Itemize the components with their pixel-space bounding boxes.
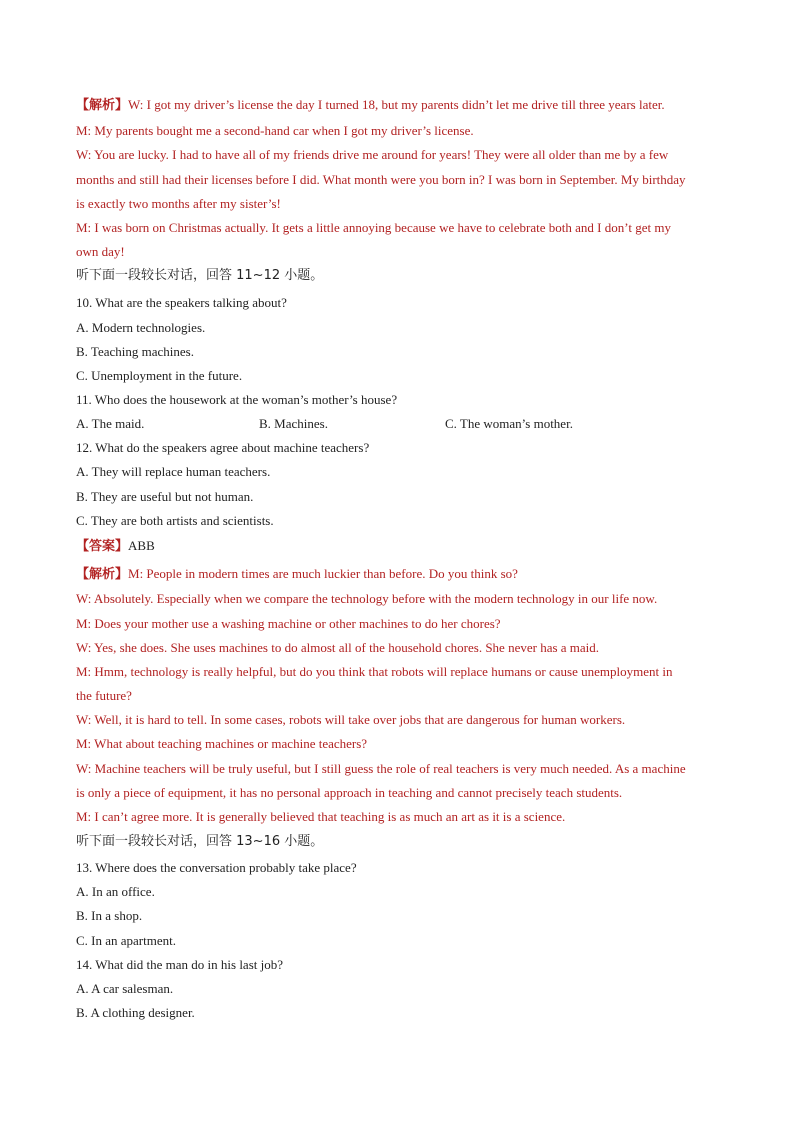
question-option: B. In a shop. — [76, 908, 143, 923]
analysis-line: M: I can’t agree more. It is generally believed that teaching is as much an art as it is a science. — [76, 809, 566, 824]
question-option: B. Teaching machines. — [76, 344, 194, 359]
section-heading: 听下面一段较长对话，回答 13~16 小题。 — [76, 834, 324, 849]
question-option: B. A clothing designer. — [76, 1005, 195, 1020]
analysis-line: W: You are lucky. I had to have all of my friends drive me around for years! They were all older than me by a few — [76, 147, 669, 162]
question-stem: 14. What did the man do in his last job? — [76, 957, 284, 972]
analysis-line: own day! — [76, 244, 125, 259]
analysis-line: M: Does your mother use a washing machine or other machines to do her chores? — [76, 616, 501, 631]
question-option: C. In an apartment. — [76, 933, 176, 948]
analysis-line: M: What about teaching machines or machine teachers? — [76, 736, 368, 751]
question-option: A. Modern technologies. — [76, 320, 206, 335]
question-option: A. A car salesman. — [76, 981, 174, 996]
analysis-line: W: Machine teachers will be truly useful, but I still guess the role of real teachers is very much needed. As a machine — [76, 761, 686, 776]
question-stem: 11. Who does the housework at the woman’s mother’s house? — [76, 392, 398, 407]
answer-value: ABB — [128, 538, 155, 553]
section-heading: 听下面一段较长对话，回答 11~12 小题。 — [76, 268, 324, 283]
question-stem: 13. Where does the conversation probably take place? — [76, 860, 357, 875]
analysis-tag: 【解析】 — [76, 98, 129, 113]
question-option: C. They are both artists and scientists. — [76, 513, 274, 528]
question-option: B. They are useful but not human. — [76, 489, 254, 504]
analysis-line: W: Yes, she does. She uses machines to do almost all of the household chores. She never has a maid. — [76, 640, 600, 655]
analysis-line: the future? — [76, 688, 132, 703]
analysis-line: M: I was born on Christmas actually. It gets a little annoying because we have to celebrate both and I don’t get my — [76, 220, 671, 235]
analysis-line: M: My parents bought me a second-hand car when I got my driver’s license. — [76, 123, 474, 138]
analysis-line: M: Hmm, technology is really helpful, but do you think that robots will replace humans or cause unemployment in — [76, 664, 673, 679]
question-option: A. In an office. — [76, 884, 155, 899]
question-stem: 12. What do the speakers agree about machine teachers? — [76, 440, 370, 455]
answer-tag: 【答案】 — [76, 539, 129, 554]
analysis-line: months and still had their licenses before I did. What month were you born in? I was born in September. My birthday — [76, 172, 686, 187]
question-option: B. Machines. — [259, 416, 328, 431]
question-option: C. Unemployment in the future. — [76, 368, 243, 383]
analysis-tag: 【解析】 — [76, 567, 129, 582]
question-option: A. The maid. — [76, 416, 145, 431]
analysis-line: 【解析】W: I got my driver’s license the day I turned 18, but my parents didn’t let me drive till three years later. — [76, 97, 665, 113]
question-option: A. They will replace human teachers. — [76, 464, 271, 479]
answer-line — [76, 538, 718, 555]
analysis-line: is exactly two months after my sister’s! — [76, 196, 281, 211]
question-stem: 10. What are the speakers talking about? — [76, 295, 287, 310]
analysis-line: 【解析】M: People in modern times are much luckier than before. Do you think so? — [76, 566, 518, 582]
analysis-line: W: Well, it is hard to tell. In some cases, robots will take over jobs that are dangerous for human workers. — [76, 712, 626, 727]
question-option: C. The woman’s mother. — [445, 416, 573, 431]
analysis-line: W: Absolutely. Especially when we compare the technology before with the modern technology in our life now. — [76, 591, 658, 606]
question-options-row — [76, 416, 718, 432]
analysis-line: is only a piece of equipment, it has no personal approach in teaching and cannot precisely teach students. — [76, 785, 623, 800]
